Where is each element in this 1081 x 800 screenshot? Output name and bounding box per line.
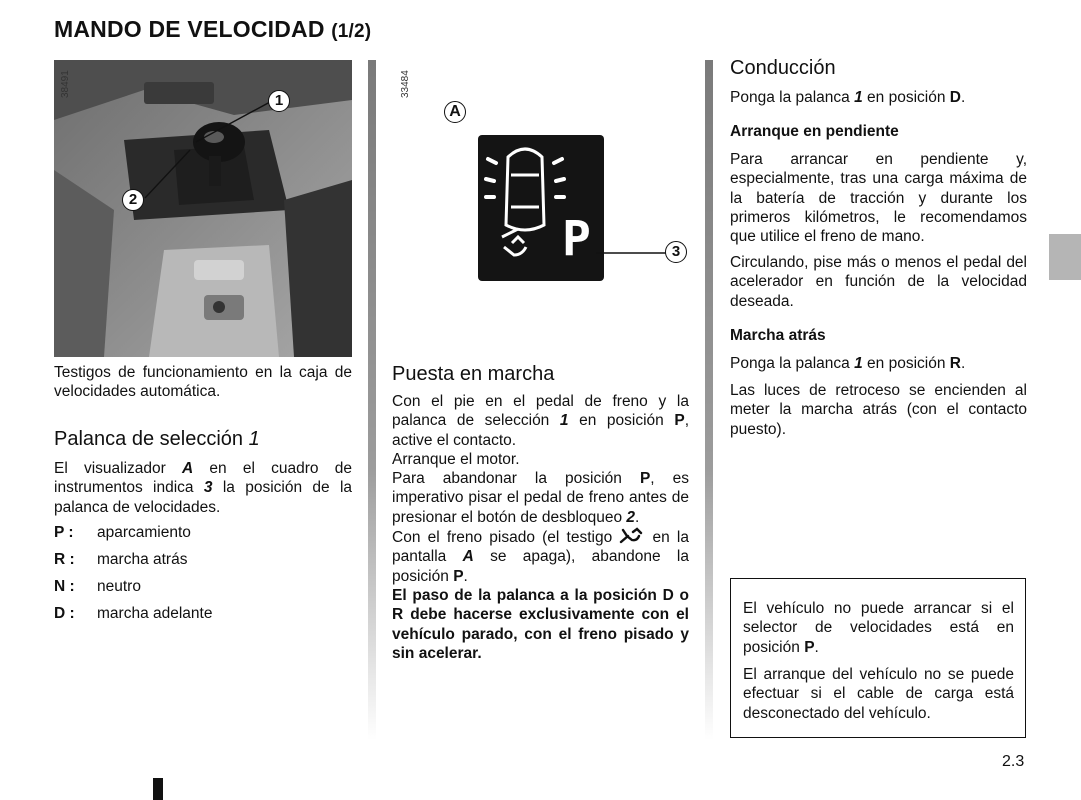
start-instructions [392,392,689,663]
photo-caption: Testigos de funcionamiento en la caja de velocidades automática. [54,364,352,401]
display-label-a: A [444,101,466,123]
chapter-tab [1049,234,1081,280]
callout-2: 2 [122,189,144,211]
start-warning: El paso de la palanca a la posición D o R debe hacerse exclusivamente con el vehículo parado, con el freno pisado y sin acelerar. [392,586,689,662]
display-leader-line [590,240,670,270]
brake-pedal-warning-icon [619,527,645,544]
display-gear-indicator: P [562,211,591,267]
instrument-display [478,135,604,281]
page-number: 2.3 [1002,753,1025,770]
page-title-text: MANDO DE VELOCIDAD [54,16,325,42]
driving-text [730,88,1027,107]
start-step-2: Arranque el motor. [392,450,520,468]
section-heading-start: Puesta en marcha [392,363,555,385]
callout-3: 3 [665,241,687,263]
start-step-3: Para abandonar la posición P, es imperativo pisar el pedal de freno antes de presionar el botón de desbloqueo 2. [392,470,689,526]
hill-start-text: Para arrancar en pendiente y, especialmente, tras una carga máxima de la batería de tracción y durante los primeros kilómetros, le recomendamos que utilice el freno de mano. [730,151,1027,246]
note-text-1: El vehículo no puede arrancar si el selector de velocidades está en posición P. [743,600,1014,656]
note-box [730,578,1026,738]
note-text-2: El arranque del vehículo no se puede efectuar si el cable de carga está desconectado del vehículo. [743,666,1014,722]
photo-leader-lines [0,0,400,360]
reverse-lights-text: Las luces de retroceso se encienden al meter la marcha atrás (con el contacto puesto). [730,382,1027,438]
column-separator [705,60,713,740]
column-separator [368,60,376,740]
driving-instruction: Ponga la palanca 1 en posición D. [730,89,966,106]
selector-intro: El visualizador A en el cuadro de instrumentos indica 3 la posición de la palanca de velocidades. [54,460,353,516]
page-title-part: (1/2) [331,21,372,42]
start-step-4: Con el freno pisado (el testigo en la pantalla A se apaga), abandone la posición P. [392,529,689,585]
section-heading-driving: Conducción [730,57,836,79]
reverse-instruction: Ponga la palanca 1 en posición R. [730,355,966,372]
diagram-reference-code: 33484 [400,70,411,98]
accelerator-text: Circulando, pise más o menos el pedal del acelerador en función de la velocidad deseada. [730,254,1027,310]
callout-1: 1 [268,90,290,112]
page-edge-mark [153,778,163,800]
start-step-1: Con el pie en el pedal de freno y la palanca de selección 1 en posición P, active el contacto. [392,393,690,449]
position-list: P : aparcamiento R : marcha atrás N : neutro D : marcha adelante [54,524,213,622]
subheading-hill-start: Arranque en pendiente [730,123,899,140]
subheading-reverse: Marcha atrás [730,327,826,344]
photo-reference-code: 38491 [60,70,71,98]
section-heading-selector: Palanca de selección 1 [54,428,260,450]
